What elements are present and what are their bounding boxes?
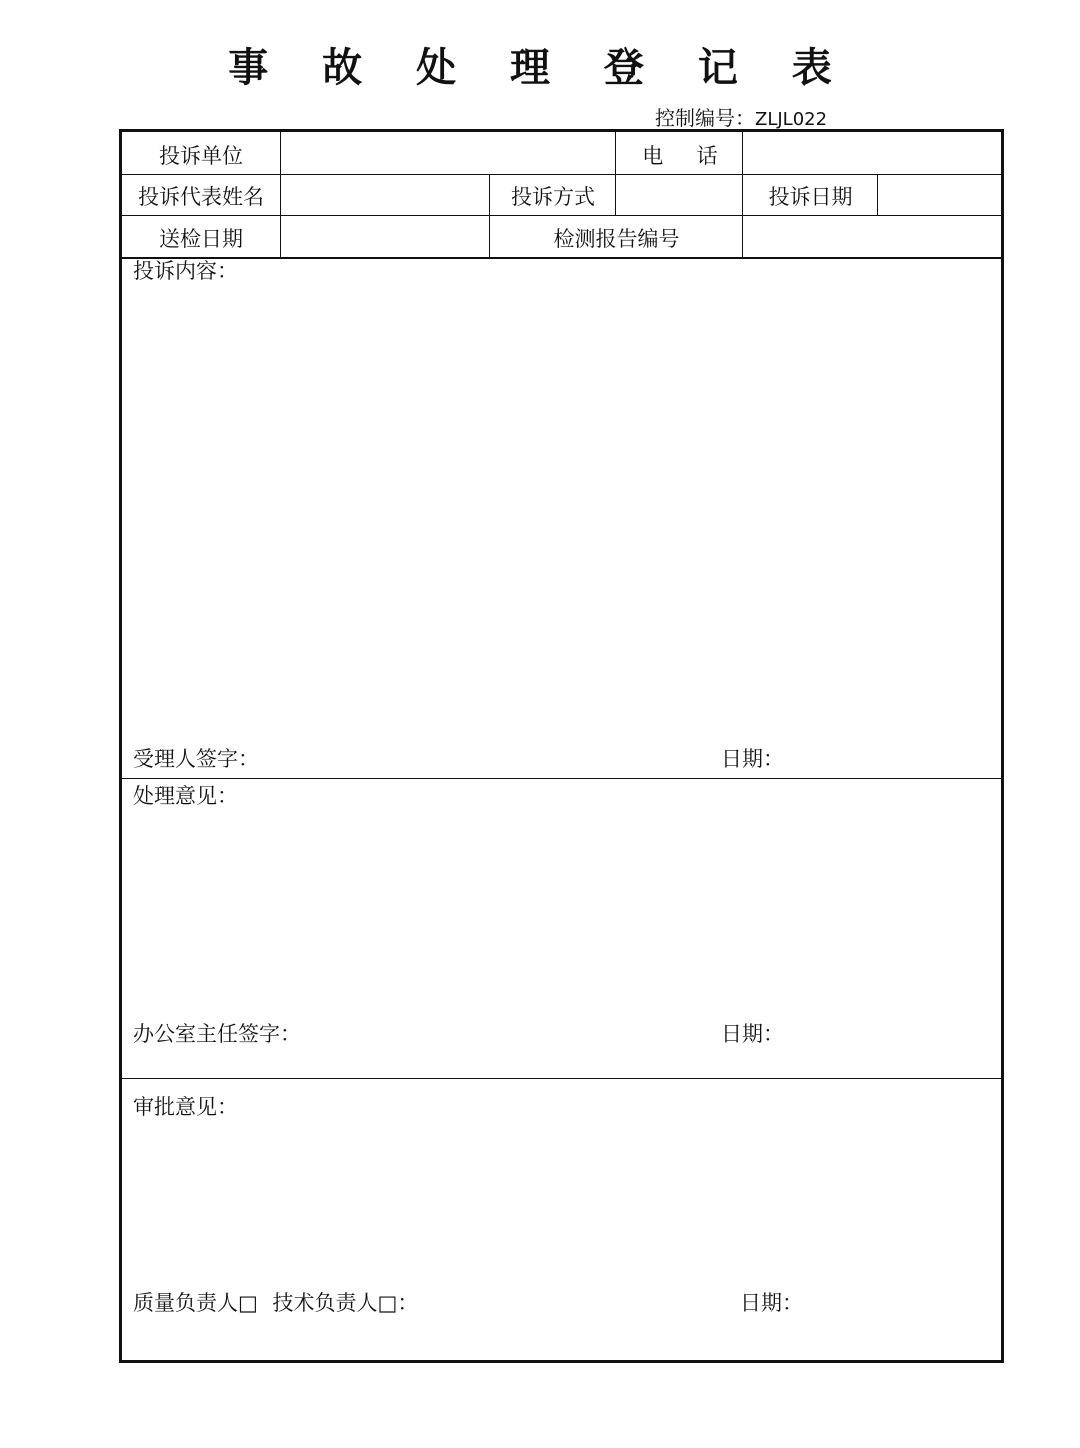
handling-opinion-heading: 处理意见： xyxy=(133,784,238,808)
office-director-date-label: 日期： xyxy=(721,1022,784,1046)
col-divider-label xyxy=(280,132,281,257)
complaint-unit-field[interactable] xyxy=(282,132,615,174)
technical-manager-checkbox[interactable]: □ xyxy=(377,1291,398,1315)
col-divider-method xyxy=(489,174,490,257)
incident-form xyxy=(119,129,1004,1363)
form-title: 事 故 处 理 登 记 表 xyxy=(228,45,852,91)
phone-field[interactable] xyxy=(744,132,1002,174)
complaint-method-label: 投诉方式 xyxy=(511,185,595,209)
section-divider-complaint xyxy=(122,778,1001,779)
representative-name-field[interactable] xyxy=(282,175,489,215)
receiver-signature-label: 受理人签字： xyxy=(133,747,259,771)
quality-manager-label: 质量负责人 xyxy=(133,1291,238,1315)
complaint-method-field[interactable] xyxy=(617,175,742,215)
complaint-unit-label: 投诉单位 xyxy=(159,144,243,168)
complaint-content-heading: 投诉内容： xyxy=(133,259,238,283)
complaint-date-field[interactable] xyxy=(879,175,1002,215)
report-number-field[interactable] xyxy=(744,216,1002,257)
approval-date-label: 日期： xyxy=(740,1291,803,1315)
phone-label: 电 话 xyxy=(642,144,718,168)
col-divider-phone-label xyxy=(615,132,616,215)
complaint-date-label: 投诉日期 xyxy=(768,185,853,209)
receiver-date-label: 日期： xyxy=(721,747,784,771)
col-divider-date xyxy=(877,174,878,215)
approver-line xyxy=(133,1293,418,1314)
office-director-signature-label: 办公室主任签字： xyxy=(133,1022,301,1046)
representative-name-label: 投诉代表姓名 xyxy=(138,185,264,209)
section-divider-handling xyxy=(122,1078,1001,1079)
control-number-label: 控制编号： xyxy=(655,106,755,130)
col-divider-phone-value xyxy=(742,132,743,257)
control-number xyxy=(655,102,827,131)
inspection-date-label: 送检日期 xyxy=(159,227,243,251)
technical-manager-label: 技术负责人 xyxy=(272,1291,378,1315)
approver-colon: ： xyxy=(397,1291,419,1315)
inspection-date-field[interactable] xyxy=(282,216,489,257)
report-number-label: 检测报告编号 xyxy=(553,227,680,251)
approval-opinion-heading: 审批意见： xyxy=(133,1095,238,1119)
control-number-code: ZLJL022 xyxy=(755,109,828,130)
quality-manager-checkbox[interactable]: □ xyxy=(238,1291,258,1315)
